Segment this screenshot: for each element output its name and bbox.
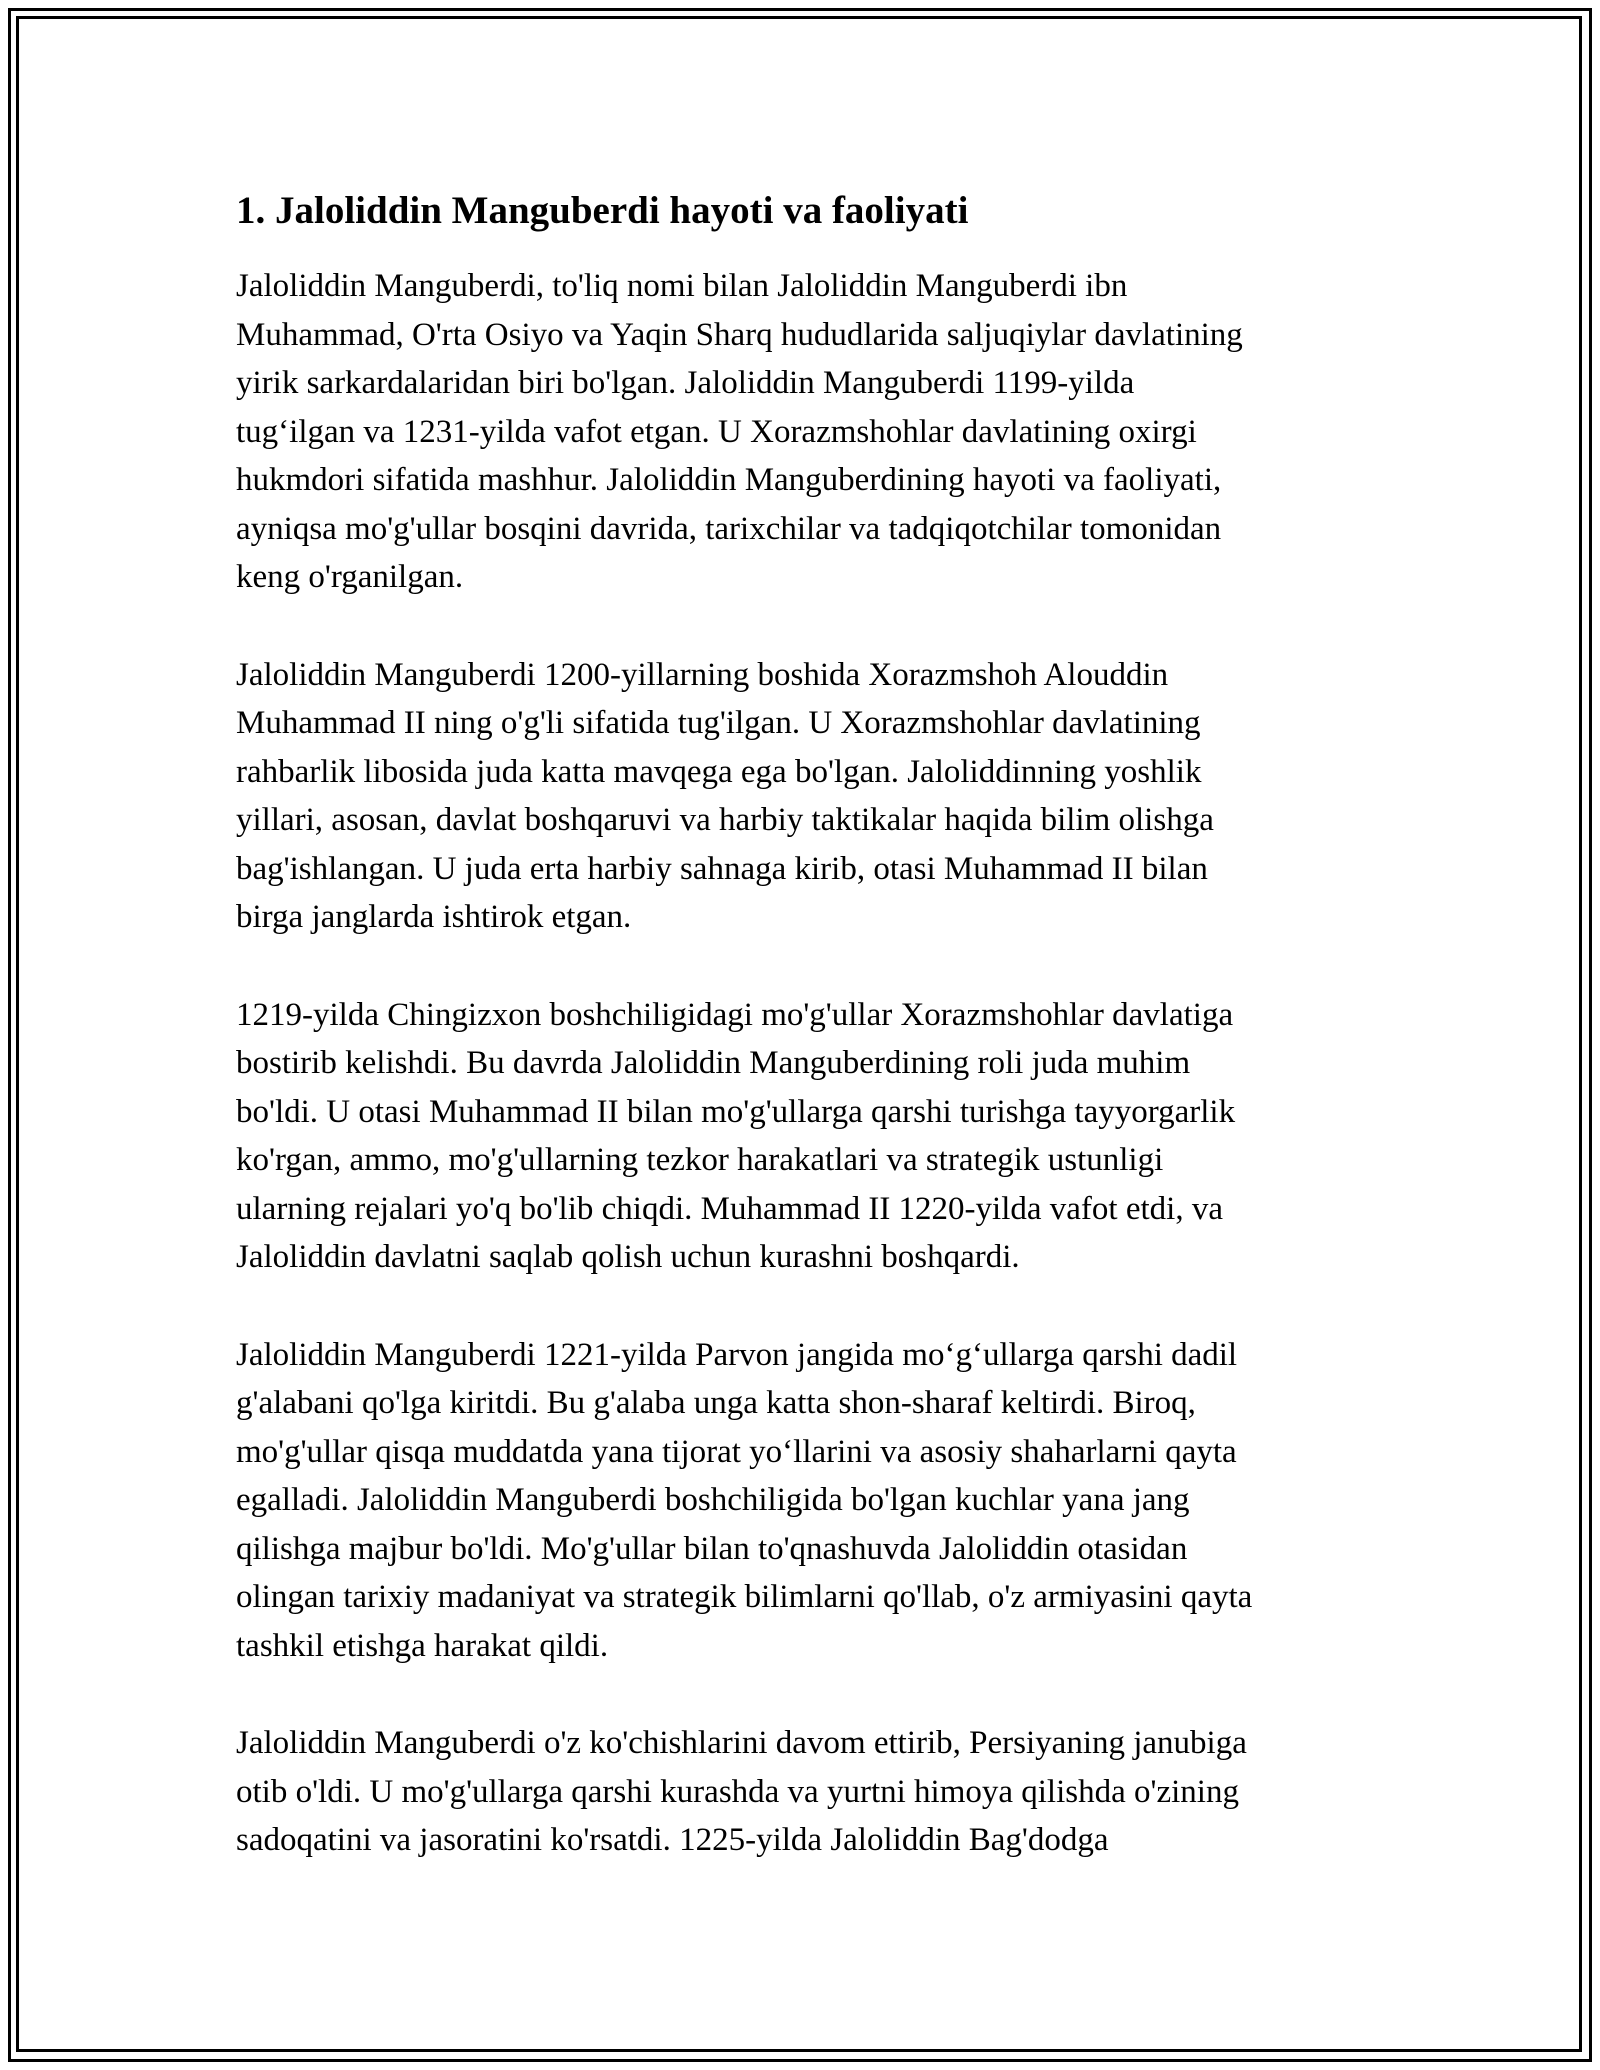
text-line: Jaloliddin Manguberdi 1200-yillarning boshida Xorazmshoh Alouddin — [236, 656, 1169, 693]
text-line: egalladi. Jaloliddin Manguberdi boshchiligida bo'lgan kuchlar yana jang — [236, 1482, 1190, 1518]
text-line: qilishga majbur bo'ldi. Mo'g'ullar bilan to'qnashuvda Jaloliddin otasidan — [236, 1530, 1188, 1567]
text-line: birga janglarda ishtirok etgan. — [236, 899, 632, 935]
text-line: Jaloliddin Manguberdi, to'liq nomi bilan Jaloliddin Manguberdi ibn — [236, 268, 1128, 304]
text-line: olingan tarixiy madaniyat va strategik bilimlarni qo'llab, o'z armiyasini qayta — [236, 1579, 1253, 1615]
text-line: bostirib kelishdi. Bu davrda Jaloliddin Manguberdining roli juda muhim — [236, 1045, 1191, 1081]
paragraph-4 — [236, 1331, 1376, 1671]
text-line: sadoqatini va jasoratini ko'rsatdi. 1225-yilda Jaloliddin Bag'dodga — [236, 1822, 1109, 1858]
text-line: Muhammad, O'rta Osiyo va Yaqin Sharq hududlarida saljuqiylar davlatining — [236, 316, 1243, 353]
paragraph-2 — [236, 651, 1376, 942]
text-line: rahbarlik libosida juda katta mavqega ega bo'lgan. Jaloliddinning yoshlik — [236, 753, 1202, 790]
text-line: yillari, asosan, davlat boshqaruvi va harbiy taktikalar haqida bilim olishga — [236, 802, 1214, 838]
text-line: bag'ishlangan. U juda erta harbiy sahnaga kirib, otasi Muhammad II bilan — [236, 850, 1208, 887]
text-line: ayniqsa mo'g'ullar bosqini davrida, tarixchilar va tadqiqotchilar tomonidan — [236, 510, 1222, 547]
text-line: keng o'rganilgan. — [236, 559, 464, 595]
text-line: mo'g'ullar qisqa muddatda yana tijorat yo‘llarini va asosiy shaharlarni qayta — [236, 1433, 1237, 1470]
text-line: ko'rgan, ammo, mo'g'ullarning tezkor harakatlari va strategik ustunligi — [236, 1142, 1164, 1178]
document-body — [236, 186, 1376, 1914]
paragraph-3 — [236, 991, 1376, 1282]
text-line: ularning rejalari yo'q bo'lib chiqdi. Muhammad II 1220-yilda vafot etdi, va — [236, 1190, 1223, 1227]
text-line: yirik sarkardalaridan biri bo'lgan. Jaloliddin Manguberdi 1199-yilda — [236, 365, 1135, 401]
text-line: g'alabani qo'lga kiritdi. Bu g'alaba unga katta shon-sharaf keltirdi. Biroq, — [236, 1385, 1196, 1421]
text-line: Jaloliddin Manguberdi o'z ko'chishlarini davom ettirib, Persiyaning janubiga — [236, 1725, 1247, 1761]
section-heading: 1. Jaloliddin Manguberdi hayoti va faoliyati — [236, 189, 969, 232]
text-line: tug‘ilgan va 1231-yilda vafot etgan. U Xorazmshohlar davlatining oxirgi — [236, 413, 1197, 450]
text-line: hukmdori sifatida mashhur. Jaloliddin Manguberdining hayoti va faoliyati, — [236, 462, 1222, 498]
paragraph-1 — [236, 262, 1376, 602]
text-line: Muhammad II ning o'g'li sifatida tug'ilgan. U Xorazmshohlar davlatining — [236, 705, 1201, 741]
text-line: Jaloliddin davlatni saqlab qolish uchun kurashni boshqardi. — [236, 1239, 1020, 1275]
text-line: tashkil etishga harakat qildi. — [236, 1627, 609, 1664]
text-line: bo'ldi. U otasi Muhammad II bilan mo'g'ullarga qarshi turishga tayyorgarlik — [236, 1093, 1236, 1130]
text-line: 1219-yilda Chingizxon boshchiligidagi mo'g'ullar Xorazmshohlar davlatiga — [236, 996, 1234, 1033]
text-line: Jaloliddin Manguberdi 1221-yilda Parvon jangida mo‘g‘ullarga qarshi dadil — [236, 1336, 1238, 1373]
paragraph-5 — [236, 1719, 1376, 1865]
text-line: otib o'ldi. U mo'g'ullarga qarshi kurashda va yurtni himoya qilishda o'zining — [236, 1773, 1239, 1810]
